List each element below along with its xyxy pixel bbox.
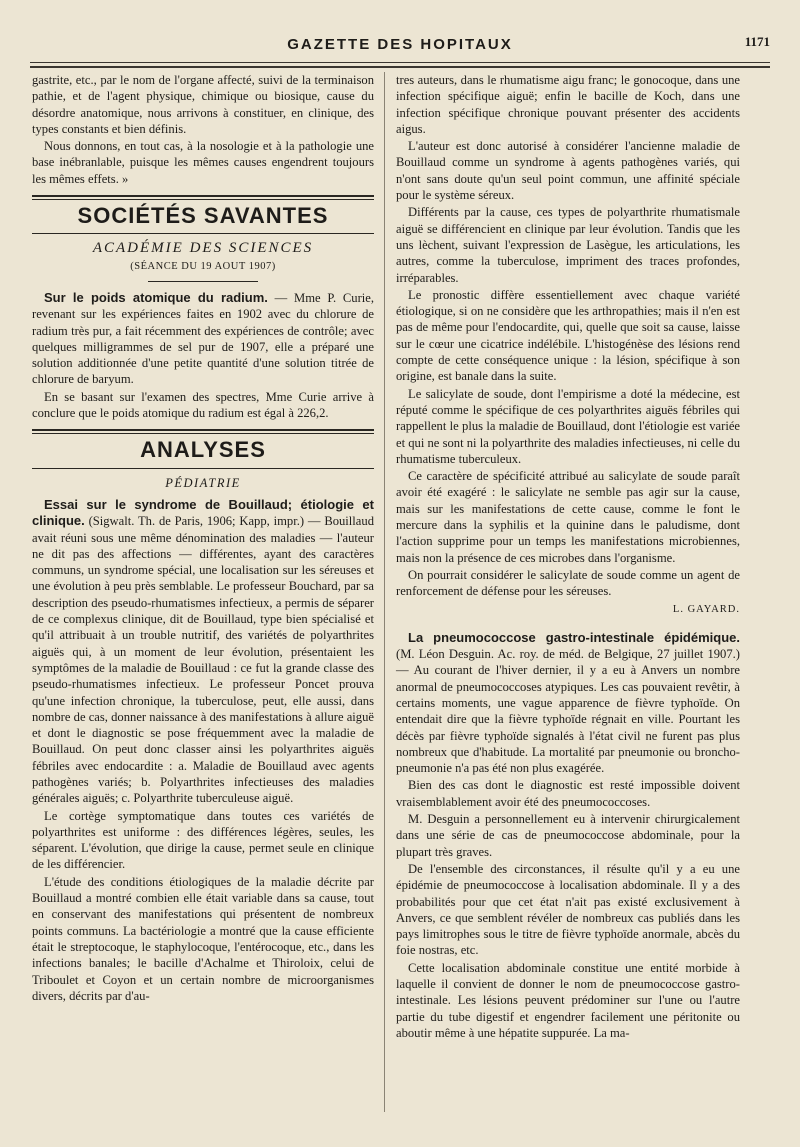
column-divider xyxy=(384,72,385,1112)
bouillaud-ref: (Sigwalt. Th. de Paris, 1906; Kapp, impr.) — xyxy=(84,514,325,529)
radium-conclusion: En se basant sur l'examen des spectres, Mme Curie arrive à conclure que le poids atomique du radium est égal à 226,2. xyxy=(32,389,374,421)
academie-heading: ACADÉMIE DES SCIENCES xyxy=(92,240,314,257)
journal-title: GAZETTE DES HOPITAUX xyxy=(287,36,513,53)
right-p7: On pourrait considérer le salicylate de soude comme un agent de renforcement de défense pour les séreuses. xyxy=(396,567,740,599)
right-column xyxy=(396,72,740,1042)
page-header xyxy=(30,34,770,58)
pneumo-p4: De l'ensemble des circonstances, il résulte qu'il y a eu une épidémie de pneumococcose à localisation abdominale. Il y a des probabilités pour que cet état n'ait pas existé exclusivement à Anvers, ce que semblent révéler de nombreux cas publiés dans les pays limitrophes sous le titre de fièvre typhoïde anormale, abcès du foie nostras, etc. xyxy=(396,861,740,958)
pneumo-title: La pneumococcose gastro-intestinale épidémique. xyxy=(408,629,740,645)
bouillaud-p3: L'étude des conditions étiologiques de la maladie décrite par Bouillaud a montré combien elle était variable dans sa cause, tout en conservant des manifestations qui présentent de nombreux points communs. La bactériologie a montré que la cause efficiente était le streptocoque, le staphylocoque, l'entérocoque, etc., dans les infections banales; le bacille d'Achalme et Thiroloix, celui de Triboulet et Coyon et un certain nombre de microorganismes divers, décrits par d'au- xyxy=(32,874,374,1003)
short-rule xyxy=(148,281,258,282)
radium-text: — Mme P. Curie, revenant sur les expériences faites en 1902 avec du chlorure de radium très pur, a fait récemment des expériences de contrôle; avec quelques milligrammes de sel pur de 1907, elle a préparé une solution additionnée d'une petite quantité d'une solution titrée de chlorure de baryum. xyxy=(32,290,374,387)
pneumo-p3: M. Desguin a personnellement eu à intervenir chirurgicalement dans une série de cas de pneumococcose abdominale, pour la plupart très graves. xyxy=(396,812,740,859)
bouillaud-p2: Le cortège symptomatique dans toutes ces variétés de polyarthrites est uniforme : des différences légères, seules, les séparent. L'évolution, que dirige la cause, permet seule en clinique de les différencier. xyxy=(32,808,374,872)
bouillaud-article xyxy=(32,497,374,807)
radium-title: Sur le poids atomique du radium. xyxy=(44,289,268,305)
pneumo-p5: Cette localisation abdominale constitue une entité morbide à laquelle il convient de donner le nom de pneumococcose gastro-intestinale. Les lésions peuvent prédominer sur l'une ou l'autre partie du tube digestif et engendrer facilement une péritonite ou aboutir même à une hépatite suppurée. La ma- xyxy=(396,960,740,1040)
right-p3: Différents par la cause, ces types de polyarthrite rhumatismale aiguë se différencient en clinique par leur évolution. Tandis que les uns lèchent, suivant l'expression de Lasègue, les articulations, les autres, comme la tuberculose, impriment des traces profondes, irréparables. xyxy=(396,205,740,285)
header-rule xyxy=(30,62,770,63)
analyses-section-header xyxy=(32,429,374,468)
societes-title: SOCIÉTÉS SAVANTES xyxy=(77,203,329,229)
bouillaud-title: Essai sur le syndrome de Bouillaud; étiologie et clinique. xyxy=(32,496,374,529)
pediatrie-heading: PÉDIATRIE xyxy=(165,475,241,490)
pneumo-p1: Au courant de l'hiver dernier, il y a eu à Anvers un nombre anormal de pneumococcoses atypiques. Les cas pouvaient revêtir, à certains moments, une vague apparence de fièvre typhoïde. On entendait dire que la fièvre typhoïde régnait en ville. Pourtant les décès par fièvre typhoïde signalés à l'état civil ne furent pas plus nombreux que d'habitude. La mortalité par pneumonie ou broncho-pneumonie n'a pas été non plus exagérée. xyxy=(396,663,740,776)
intro-paragraph-1: gastrite, etc., par le nom de l'organe affecté, suivi de la terminaison pathie, et de l'agent physique, chimique ou biosique, cause du désordre anatomique, nous arrivons à constituer, en clinique, des types constants et bien définis. xyxy=(32,73,374,136)
pneumo-p2: Bien des cas dont le diagnostic est resté impossible doivent vraisemblablement avoir été des pneumococcoses. xyxy=(396,778,740,809)
right-p5: Le salicylate de soude, dont l'empirisme a doté la médecine, est réputé comme le spécifique de ces polyarthrites aiguës fébriles qui rappellent le plus la maladie de Bouillaud, dont l'étiologie est variée et qui ne sont ni la polyarthrite des maladies infectieuses, ni celle du rhumatisme tuberculeux. xyxy=(396,386,740,466)
right-p4: Le pronostic diffère essentiellement avec chaque variété étiologique, si on ne considère que les arthropathies; mais il n'en est pas de même pour l'endocardite, qui, quelle que soit sa cause, laisse sur le cœur une cicatrice indélébile. L'histogénèse des lésions rend compte de cette conséquence unique : la lésion, spécifique à son origine, est banale dans la suite. xyxy=(396,287,740,384)
right-p1: tres auteurs, dans le rhumatisme aigu franc; le gonocoque, dans une infection spécifique aiguë; enfin le bacille de Koch, dans une infection spécifique chronique pouvant présenter des accidents aigus. xyxy=(396,73,740,136)
seance-date: (SÉANCE DU 19 AOUT 1907) xyxy=(130,260,276,272)
societes-section-header xyxy=(32,195,374,234)
pneumo-article xyxy=(396,630,740,777)
pneumo-ref: (M. Léon Desguin. Ac. roy. de méd. de Belgique, 27 juillet 1907.) — xyxy=(396,647,740,678)
header-rule-double xyxy=(30,66,770,68)
right-p6: Ce caractère de spécificité attribué au salicylate de soude paraît avoir été exagéré : le salicylate ne semble pas agir sur la cause, mais sur les manifestations de cette cause, comme le font le mercure dans la syphilis et la quinine dans le paludisme, dont l'action supprime pour un temps les manifestations microbiennes, mais non la présence de ces microbes dans l'organisme. xyxy=(396,469,740,565)
left-column xyxy=(32,72,374,1005)
right-p2: L'auteur est donc autorisé à considérer l'ancienne maladie de Bouillaud comme un syndrome à agents pathogènes variés, qui n'ont sans doute qu'un seul point commun, une affinité spéciale pour le système séreux. xyxy=(396,139,740,203)
author-signature: L. GAYARD. xyxy=(672,603,740,615)
bouillaud-p1: Bouillaud avait réuni sous une même dénomination des maladies — l'auteur ne dit pas des affections — différentes, ayant des caractères communs, un syndrome spécial, une localisation sur les séreuses et une évolution à peu près semblable. Le professeur Bouchard, par sa description des pseudo-rhumatismes infectieux, a permis de séparer de ce complexus clinique, dit de Bouillaud, type bien spécialisé et qu'il attribuait à un trouble nutritif, des variétés de polyarthrites aiguës qui, à un moment de leur évolution, présentaient les symptômes de la maladie de Bouillaud : ce fut la grande classe des pseudo-rhumatismes infectieux. Le professeur Poncet prouva qu'une infection chronique, la tuberculose, peut, elle aussi, dans nombre de cas, donner naissance à des manifestations à allure aiguë et dont le diagnostic se pose fréquemment avec la maladie de Bouillaud. On peut donc classer ainsi les polyarthrites aiguës fébriles avec endocardite : a. Maladie de Bouillaud avec agents pathogènes variés; b. Polyarthrites infectieuses des maladies générales aiguës; c. Polyarthrite tuberculeuse aiguë. xyxy=(32,514,374,806)
intro-paragraph-2: Nous donnons, en tout cas, à la nosologie et à la pathologie une base inébranlable, puisque les mêmes causes engendrent toujours les mêmes effets. » xyxy=(32,139,374,186)
page-number: 1171 xyxy=(744,34,770,49)
radium-article xyxy=(32,290,374,388)
analyses-title: ANALYSES xyxy=(140,437,266,463)
